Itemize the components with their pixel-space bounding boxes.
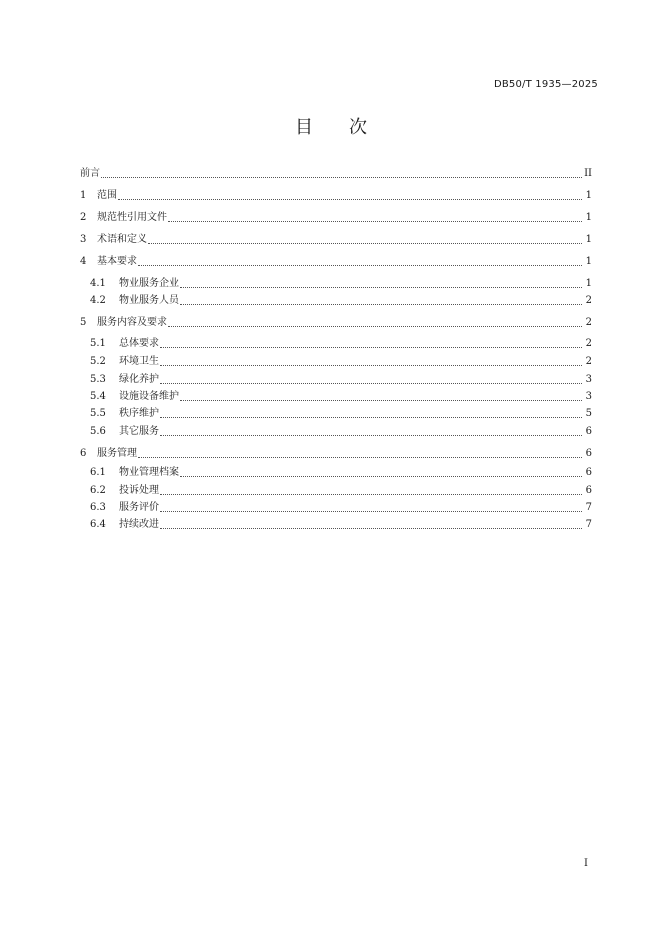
toc-leader-dots — [138, 456, 582, 458]
toc-entry-page: 7 — [585, 502, 592, 513]
toc-leader-dots — [168, 325, 582, 327]
toc-entry[interactable] — [90, 355, 592, 369]
toc-entry-label: 环境卫生 — [119, 356, 159, 367]
toc-entry-page: 1 — [585, 234, 592, 245]
toc-entry[interactable] — [90, 518, 592, 532]
toc-title — [0, 113, 662, 139]
toc-entry-number: 5.2 — [90, 356, 106, 367]
toc-entry[interactable] — [90, 484, 592, 498]
toc-entry-page: 6 — [585, 485, 592, 496]
toc-entry-number: 4 — [80, 256, 87, 267]
toc-entry-page: 2 — [585, 356, 592, 367]
toc-entry[interactable] — [90, 277, 592, 291]
toc-entry-page: 6 — [585, 467, 592, 478]
toc-entry-number: 3 — [80, 234, 87, 245]
toc-entry-page: 6 — [585, 426, 592, 437]
toc-leader-dots — [148, 242, 582, 244]
toc-entry-page: 1 — [585, 190, 592, 201]
toc-entry-number: 2 — [80, 212, 87, 223]
toc-entry-label: 前言 — [80, 168, 100, 179]
toc-entry[interactable] — [80, 189, 592, 203]
toc-entry[interactable] — [90, 373, 592, 387]
toc-leader-dots — [160, 493, 582, 495]
toc-leader-dots — [138, 264, 582, 266]
toc-entry[interactable] — [80, 233, 592, 247]
toc-entry-page: 2 — [585, 317, 592, 328]
toc-entry[interactable] — [90, 407, 592, 421]
toc-leader-dots — [180, 399, 582, 401]
toc-leader-dots — [160, 416, 582, 418]
toc-entry-label: 持续改进 — [119, 519, 159, 530]
toc-entry-number: 4.1 — [90, 278, 106, 289]
toc-title-char-1: 目 — [295, 117, 313, 138]
toc-entry-label: 服务内容及要求 — [97, 317, 167, 328]
toc-entry[interactable] — [80, 211, 592, 225]
toc-entry-number: 5.3 — [90, 374, 106, 385]
toc-entry[interactable] — [90, 337, 592, 351]
toc-entry-number: 6.3 — [90, 502, 106, 513]
toc-leader-dots — [118, 198, 582, 200]
toc-entry-number: 5 — [80, 317, 87, 328]
toc-entry-label: 其它服务 — [119, 426, 159, 437]
toc-entry-label: 物业服务人员 — [119, 295, 179, 306]
toc-entry[interactable] — [80, 447, 592, 461]
toc-entry-page: 1 — [585, 212, 592, 223]
toc-leader-dots — [180, 286, 582, 288]
toc-entry[interactable] — [90, 501, 592, 515]
toc-entry-page: 6 — [585, 448, 592, 459]
toc-entry-label: 物业管理档案 — [119, 467, 179, 478]
toc-leader-dots — [160, 527, 582, 529]
toc-entry-page: II — [584, 168, 592, 179]
toc-leader-dots — [160, 346, 582, 348]
toc-leader-dots — [168, 220, 582, 222]
toc-entry-page: 3 — [585, 391, 592, 402]
toc-entry-label: 服务评价 — [119, 502, 159, 513]
toc-entry-page: 1 — [585, 256, 592, 267]
toc-entry-label: 术语和定义 — [97, 234, 147, 245]
toc-leader-dots — [160, 364, 582, 366]
toc-entry-page: 3 — [585, 374, 592, 385]
page-number: I — [584, 858, 588, 869]
toc-entry-number: 6 — [80, 448, 87, 459]
toc-entry-page: 1 — [585, 278, 592, 289]
toc-entry-page: 5 — [585, 408, 592, 419]
toc-entry-number: 5.4 — [90, 391, 106, 402]
toc-entry-number: 5.6 — [90, 426, 106, 437]
toc-entry-label: 范围 — [97, 190, 117, 201]
toc-entry-number: 5.1 — [90, 338, 106, 349]
toc-leader-dots — [160, 510, 582, 512]
toc-entry[interactable] — [80, 255, 592, 269]
toc-entry-number: 5.5 — [90, 408, 106, 419]
toc-entry-label: 规范性引用文件 — [97, 212, 167, 223]
toc-entry-page: 7 — [585, 519, 592, 530]
toc-entry[interactable] — [90, 466, 592, 480]
toc-entry-label: 总体要求 — [119, 338, 159, 349]
toc-entry-label: 秩序维护 — [119, 408, 159, 419]
toc-title-char-2: 次 — [349, 117, 367, 138]
toc-entry[interactable] — [90, 425, 592, 439]
toc-leader-dots — [180, 303, 582, 305]
toc-entry-label: 投诉处理 — [119, 485, 159, 496]
toc-entry[interactable] — [80, 316, 592, 330]
toc-entry-label: 设施设备维护 — [119, 391, 179, 402]
toc-entry[interactable] — [90, 390, 592, 404]
toc-entry-number: 4.2 — [90, 295, 106, 306]
standard-code: DB50/T 1935—2025 — [493, 79, 598, 90]
toc-leader-dots — [101, 176, 582, 178]
toc-entry[interactable] — [90, 294, 592, 308]
toc-entry[interactable] — [80, 167, 592, 181]
toc-entry-label: 基本要求 — [97, 256, 137, 267]
toc-entry-number: 6.2 — [90, 485, 106, 496]
toc-leader-dots — [160, 382, 582, 384]
toc-entry-label: 物业服务企业 — [119, 278, 179, 289]
toc-leader-dots — [160, 434, 582, 436]
toc-entry-number: 1 — [80, 190, 87, 201]
toc-entry-label: 服务管理 — [97, 448, 137, 459]
toc-leader-dots — [180, 475, 582, 477]
toc-entry-label: 绿化养护 — [119, 374, 159, 385]
toc-entry-number: 6.1 — [90, 467, 106, 478]
toc-entry-number: 6.4 — [90, 519, 106, 530]
toc-entry-page: 2 — [585, 338, 592, 349]
toc-entry-page: 2 — [585, 295, 592, 306]
